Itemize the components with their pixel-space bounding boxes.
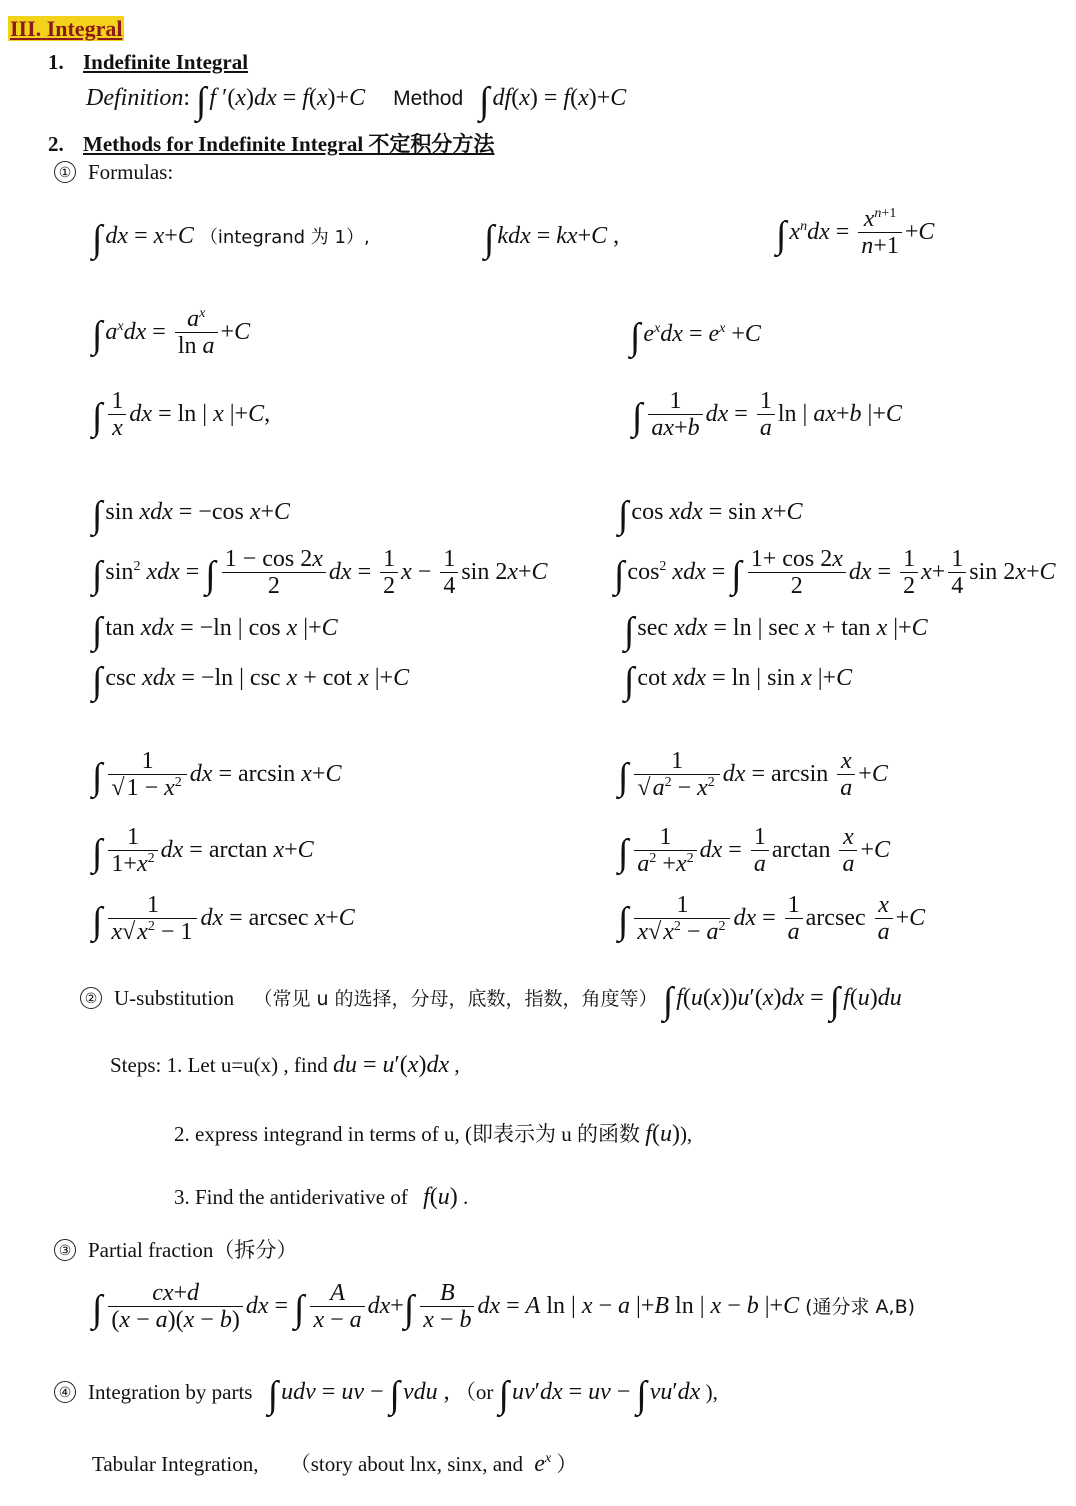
parts-label: Integration by parts <box>88 1380 253 1404</box>
formulas-label <box>54 160 173 185</box>
marker-4: ④ <box>54 1381 76 1403</box>
step-2-text: 2. express integrand in terms of u, (即表示为 u 的函数 <box>174 1122 641 1146</box>
step-3-text: 3. Find the antiderivative of <box>174 1185 408 1209</box>
tabular-integration-line: Tabular Integration, （story about lnx, sinx, and $e^x$ ） <box>92 1451 578 1477</box>
definition-line: Definition: ∫ f ′(x)dx = f(x)+C Method ∫ df(x) = f(x)+C <box>86 80 627 122</box>
section-header <box>8 16 124 42</box>
formula-exponential-e: ∫ $e^xdx = e^x +C$ <box>630 316 761 358</box>
parts-or-label: （or <box>454 1380 494 1404</box>
section-title-text: Integral <box>46 16 123 41</box>
parts-close: ), <box>705 1380 718 1404</box>
section-title <box>8 16 124 41</box>
formula-arcsec-a: ∫ $\frac{1}{x√x^2 - a^2}$ dx = $\frac{1}{a}$ arcsec $\frac{x}{a}$ +C <box>618 892 926 946</box>
partial-fraction-heading <box>54 1234 297 1264</box>
marker-1: ① <box>54 161 76 183</box>
formula-arcsec: ∫ $\frac{1}{x√x^2 - 1}$ dx = arcsec x+C <box>92 892 355 946</box>
step-2-end: ), <box>679 1122 693 1146</box>
marker-3: ③ <box>54 1239 76 1261</box>
formula-cot: ∫ cot xdx = ln | sin x |+C <box>624 660 853 702</box>
usub-step-3: 3. Find the antiderivative of f(u) . <box>174 1184 469 1210</box>
formula-sec: ∫ sec xdx = ln | sec x + tan x |+C <box>624 610 928 652</box>
usub-step-2: 2. express integrand in terms of u, (即表示为 u 的函数 f(u)), <box>174 1121 693 1147</box>
formula-kdx: ∫ kdx = kx+C , <box>484 218 620 260</box>
formula-csc: ∫ csc xdx = −ln | csc x + cot x |+C <box>92 660 410 702</box>
definition-label: Definition <box>86 85 184 111</box>
integrand-note: （integrand 为 1）, <box>199 227 370 248</box>
methods-heading <box>48 128 494 158</box>
tabular-note: （story about lnx, sinx, and <box>289 1452 524 1476</box>
formula-linear-reciprocal: ∫ $\frac{1}{ax+b}$ dx = $\frac{1}{a}$ ln | ax+b |+C <box>632 388 902 442</box>
partial-fraction-formula: ∫ $\frac{cx+d}{(x - a)(x - b)}$ dx = ∫ $\frac{A}{x - a}$ dx+∫ $\frac{B}{x - b}$ dx = A ln | x − a |+B ln | x − b |+C (通分求 A,B) <box>92 1280 916 1334</box>
heading-number: 1. <box>48 50 64 74</box>
formulas-text: Formulas: <box>88 160 174 184</box>
formula-arctan: ∫ $\frac{1}{1+x^2}$ dx = arctan x+C <box>92 824 314 878</box>
step-1-text: 1. Let u=u(x) , find <box>166 1053 328 1077</box>
formula-sin-squared: ∫ $\sin^2$ xdx = ∫ $\frac{1 - \cos 2x}{2}$ dx = $\frac{1}{2}$ x − $\frac{1}{4}$ sin 2x+C <box>92 546 548 600</box>
heading-number: 2. <box>48 132 64 156</box>
heading-title: Methods for Indefinite Integral 不定积分方法 <box>83 132 495 156</box>
formula-power: ∫ $x^ndx$ = $\frac{x^{n+1}}{n+1}$ +C <box>776 206 935 260</box>
usub-label: U-substitution <box>114 986 235 1010</box>
formula-arcsin: ∫ $\frac{1}{√1 - x^2}$ dx = arcsin x+C <box>92 748 342 802</box>
formula-reciprocal: ∫ $\frac{1}{x}$ dx = ln | x |+C, <box>92 388 271 442</box>
tabular-note-end: ） <box>556 1452 578 1476</box>
usub-note: （常见 u 的选择，分母，底数，指数，角度等） <box>253 988 658 1010</box>
indefinite-integral-heading <box>48 50 248 75</box>
formula-dx: ∫ dx = x+C （integrand 为 1）, <box>92 218 370 260</box>
integration-by-parts-line: ④ Integration by parts ∫ udv = uv − ∫ vdu , （or ∫ uv′dx = uv − ∫ vu′dx ), <box>54 1376 718 1414</box>
tabular-label: Tabular Integration, <box>92 1452 259 1476</box>
formula-cos-squared: ∫ $\cos^2$ xdx = ∫ $\frac{1+ \cos 2x}{2}$ dx = $\frac{1}{2}$ x+ $\frac{1}{4}$ sin 2x+C <box>614 546 1056 600</box>
partial-note: (通分求 A,B) <box>805 1296 916 1319</box>
method-label: Method <box>393 87 464 110</box>
section-numeral: III. <box>10 16 42 41</box>
usub-line: ② U-substitution （常见 u 的选择，分母，底数，指数，角度等） ∫ f(u(x))u′(x)dx = ∫ f(u)du <box>80 982 902 1020</box>
formula-sin: ∫ sin xdx = −cos x+C <box>92 494 291 536</box>
formula-tan: ∫ tan xdx = −ln | cos x |+C <box>92 610 338 652</box>
usub-step-1: Steps: 1. Let u=u(x) , find du = u′(x)dx , <box>110 1052 460 1078</box>
formula-arctan-a: ∫ $\frac{1}{a^2 +x^2}$ dx = $\frac{1}{a}$ arctan $\frac{x}{a}$ +C <box>618 824 891 878</box>
marker-2: ② <box>80 987 102 1009</box>
formula-exponential-a: ∫ $a^xdx$ = $\frac{a^x}{\text{ln a}}$ +C <box>92 306 251 360</box>
steps-label: Steps: <box>110 1053 162 1077</box>
heading-title: Indefinite Integral <box>83 50 249 74</box>
formula-arcsin-a: ∫ $\frac{1}{√a^2 - x^2}$ dx = arcsin $\frac{x}{a}$ +C <box>618 748 888 802</box>
formula-cos: ∫ cos xdx = sin x+C <box>618 494 803 536</box>
partial-label: Partial fraction（拆分） <box>88 1238 298 1262</box>
